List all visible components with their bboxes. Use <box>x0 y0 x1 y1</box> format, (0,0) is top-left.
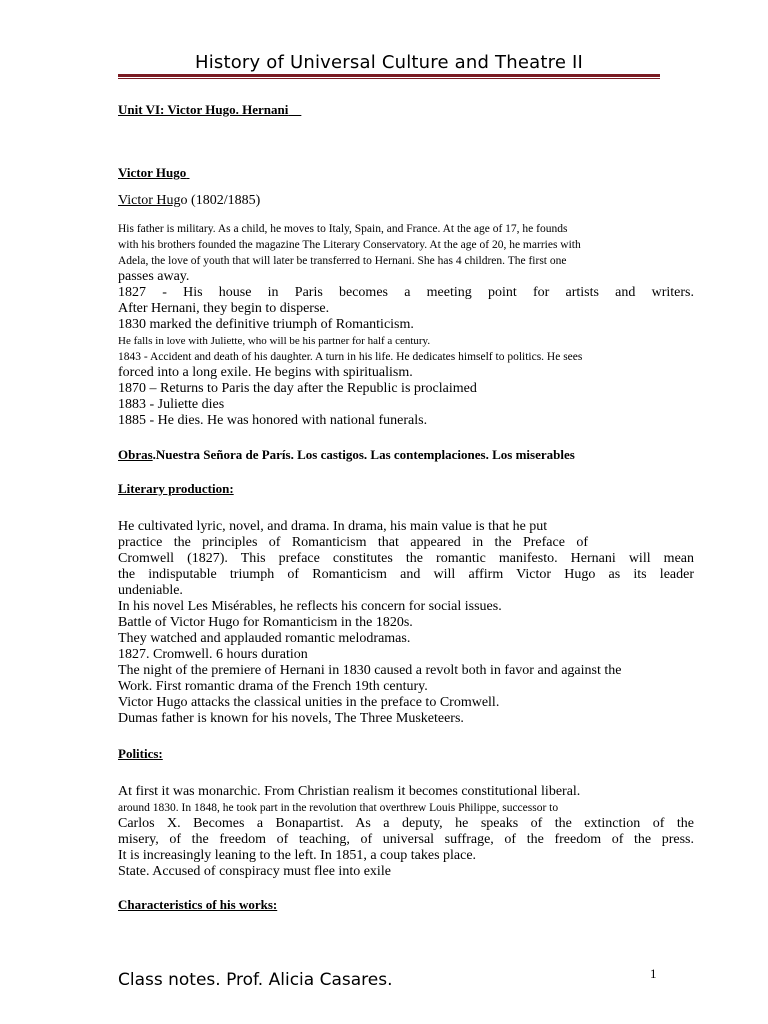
bio-line: 1883 - Juliette dies <box>118 397 225 412</box>
politics-line: Carlos X. Becomes a Bonapartist. As a deputy, he speaks of the extinction of the <box>118 816 694 831</box>
literary-line: undeniable. <box>118 583 183 598</box>
unit-heading: Unit VI: Victor Hugo. Hernani <box>118 102 289 117</box>
bio-line: 1827 - His house in Paris becomes a meeting point for artists and writers. <box>118 285 694 300</box>
literary-line: practice the principles of Romanticism that appeared in the Preface of <box>118 535 588 550</box>
victor-hugo-heading: Victor Hugo <box>118 165 187 180</box>
bio-line: After Hernani, they begin to disperse. <box>118 301 330 316</box>
literary-line: Battle of Victor Hugo for Romanticism in the 1820s. <box>118 615 413 630</box>
bio-name-link: Victor Hug <box>118 193 181 208</box>
page-number: 1 <box>650 966 657 981</box>
bio-line: 1885 - He dies. He was honored with national funerals. <box>118 413 428 428</box>
politics-line: At first it was monarchic. From Christian realism it becomes constitutional liberal. <box>118 784 581 799</box>
politics-line: It is increasingly leaning to the left. In 1851, a coup takes place. <box>118 848 477 863</box>
header-rule-thick <box>118 74 660 77</box>
footer-text: Class notes. Prof. Alicia Casares. <box>118 970 393 990</box>
politics-line: State. Accused of conspiracy must flee into exile <box>118 864 391 879</box>
politics-heading: Politics: <box>118 746 163 761</box>
characteristics-heading: Characteristics of his works: <box>118 897 278 912</box>
unit-heading-underline-space <box>288 102 301 117</box>
heading-underline-space <box>186 165 189 180</box>
literary-heading: Literary production: <box>118 481 234 496</box>
literary-line: Cromwell (1827). This preface constitutes the romantic manifesto. Hernani will mean <box>118 551 694 566</box>
header-rule-thin <box>118 78 660 79</box>
bio-line: 1843 - Accident and death of his daughter. A turn in his life. He dedicates himself to politics. He sees <box>118 351 583 363</box>
literary-line: 1827. Cromwell. 6 hours duration <box>118 647 308 662</box>
literary-line: They watched and applauded romantic melodramas. <box>118 631 411 646</box>
literary-line: Victor Hugo attacks the classical unities in the preface to Cromwell. <box>118 695 500 710</box>
document-body <box>118 102 694 914</box>
obras-text: .Nuestra Señora de París. Los castigos. Las contemplaciones. Los miserables <box>152 447 575 462</box>
bio-line: Adela, the love of youth that will later be transferred to Hernani. She has 4 children. The first one <box>118 255 567 267</box>
bio-name-tail: o (1802/1885) <box>180 193 261 208</box>
bio-line: forced into a long exile. He begins with spiritualism. <box>118 365 413 380</box>
literary-line: Dumas father is known for his novels, The Three Musketeers. <box>118 711 464 726</box>
literary-line: Work. First romantic drama of the French 19th century. <box>118 679 428 694</box>
literary-line: the indisputable triumph of Romanticism and will affirm Victor Hugo as its leader <box>118 567 694 582</box>
literary-line: He cultivated lyric, novel, and drama. In drama, his main value is that he put <box>118 519 548 534</box>
bio-line: His father is military. As a child, he moves to Italy, Spain, and France. At the age of 17, he founds <box>118 223 568 235</box>
bio-line: 1830 marked the definitive triumph of Romanticism. <box>118 317 414 332</box>
bio-line: with his brothers founded the magazine The Literary Conservatory. At the age of 20, he marries with <box>118 239 581 251</box>
bio-line: 1870 – Returns to Paris the day after the Republic is proclaimed <box>118 381 477 396</box>
obras-line <box>118 447 694 463</box>
bio-line: He falls in love with Juliette, who will be his partner for half a century. <box>118 335 431 347</box>
politics-line: misery, of the freedom of teaching, of universal suffrage, of the freedom of the press. <box>118 832 694 847</box>
page-header-title: History of Universal Culture and Theatre II <box>194 52 584 73</box>
literary-line: The night of the premiere of Hernani in 1830 caused a revolt both in favor and against the <box>118 663 622 678</box>
obras-label: Obras <box>118 447 153 462</box>
literary-line: In his novel Les Misérables, he reflects his concern for social issues. <box>118 599 502 614</box>
politics-line: around 1830. In 1848, he took part in the revolution that overthrew Louis Philippe, successor to <box>118 802 559 814</box>
bio-line: passes away. <box>118 269 190 284</box>
